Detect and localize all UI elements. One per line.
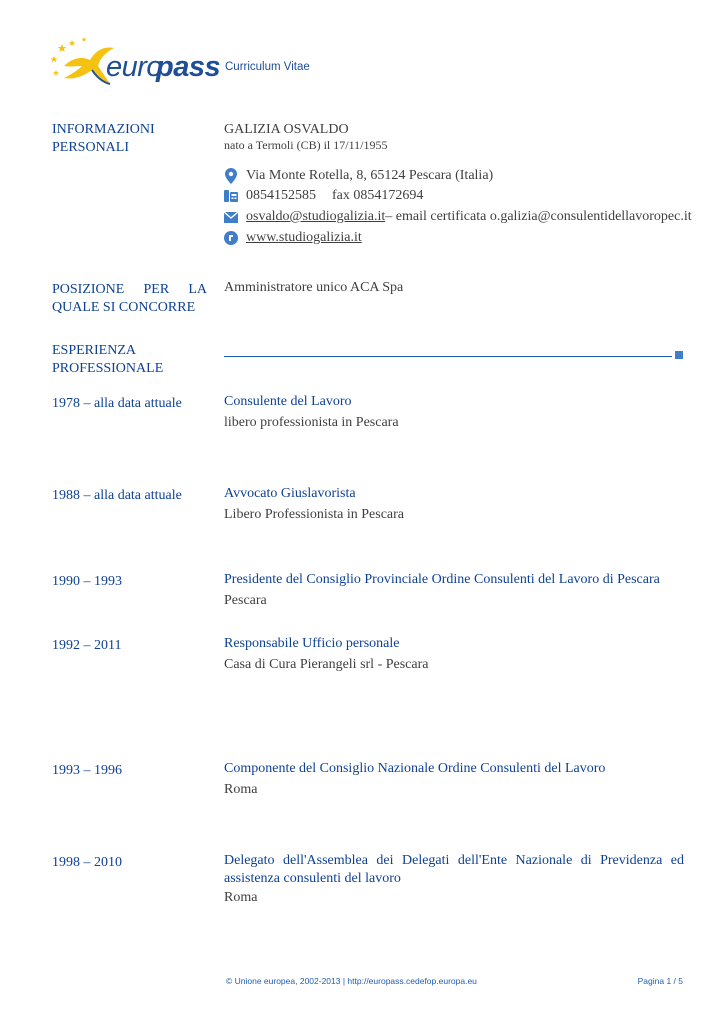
europass-logo-mark	[48, 36, 221, 92]
section-heading-line: PERSONALI	[52, 140, 130, 155]
location-icon	[224, 169, 238, 183]
contact-website	[224, 228, 362, 248]
section-heading-experience	[52, 342, 207, 378]
birth-info: nato a Termoli (CB) il 17/11/1955	[224, 138, 388, 152]
experience-role: Consulente del Lavoro	[224, 394, 352, 409]
website-link[interactable]: www.studiogalizia.it	[246, 230, 362, 245]
experience-place: libero professionista in Pescara	[224, 415, 399, 430]
experience-role: Delegato dell'Assemblea dei Delegati dell'Ente Nazionale di Previdenza ed assistenza consulenti del lavoro	[224, 853, 684, 886]
experience-dates: 1992 – 2011	[52, 638, 122, 653]
section-heading-position	[52, 281, 207, 317]
experience-place: Roma	[224, 782, 258, 797]
experience-place: Casa di Cura Pierangeli srl - Pescara	[224, 657, 429, 672]
experience-dates: 1998 – 2010	[52, 855, 122, 870]
email-icon	[224, 210, 238, 224]
section-heading-line: POSIZIONE PER LA	[52, 282, 207, 297]
contact-phone	[224, 186, 423, 206]
footer-page-number: Pagina 1 / 5	[637, 976, 683, 986]
section-heading-line: ESPERIENZA	[52, 343, 136, 358]
position-value: Amministratore unico ACA Spa	[224, 280, 404, 295]
experience-dates: 1978 – alla data attuale	[52, 396, 182, 411]
logo-text-euro: euro	[106, 51, 163, 83]
address-text: Via Monte Rotella, 8, 65124 Pescara (Italia)	[246, 168, 494, 183]
phone-number: 0854152585	[246, 188, 316, 203]
contact-address	[224, 166, 493, 186]
contact-email	[224, 207, 692, 227]
experience-role: Avvocato Giuslavorista	[224, 486, 356, 501]
experience-place: Libero Professionista in Pescara	[224, 507, 405, 522]
section-heading-line: INFORMAZIONI	[52, 122, 155, 137]
section-heading-line: QUALE SI CONCORRE	[52, 300, 196, 315]
europass-logo	[48, 36, 221, 92]
experience-role: Componente del Consiglio Nazionale Ordine Consulenti del Lavoro	[224, 761, 606, 776]
section-heading-line: PROFESSIONALE	[52, 361, 164, 376]
document-type: Curriculum Vitae	[225, 61, 310, 73]
phone-icon	[224, 189, 238, 203]
experience-dates: 1988 – alla data attuale	[52, 488, 182, 503]
certified-email-text: – email certificata o.galizia@consulentidellavoropec.it	[385, 209, 692, 224]
person-name: GALIZIA OSVALDO	[224, 122, 349, 137]
footer-copyright: © Unione europea, 2002-2013 | http://europass.cedefop.europa.eu	[226, 976, 477, 986]
experience-role: Presidente del Consiglio Provinciale Ordine Consulenti del Lavoro di Pescara	[224, 572, 660, 587]
section-divider-line	[224, 356, 672, 357]
section-divider-marker	[675, 351, 683, 359]
email-link[interactable]: osvaldo@studiogalizia.it	[246, 209, 386, 224]
experience-role: Responsabile Ufficio personale	[224, 636, 400, 651]
experience-place: Pescara	[224, 593, 267, 608]
logo-text-pass: pass	[156, 51, 221, 83]
website-icon	[224, 231, 238, 245]
experience-dates: 1990 – 1993	[52, 574, 122, 589]
section-heading-personal-info	[52, 121, 207, 157]
experience-place: Roma	[224, 890, 258, 905]
fax-number: fax 0854172694	[332, 188, 424, 203]
experience-dates: 1993 – 1996	[52, 763, 122, 778]
